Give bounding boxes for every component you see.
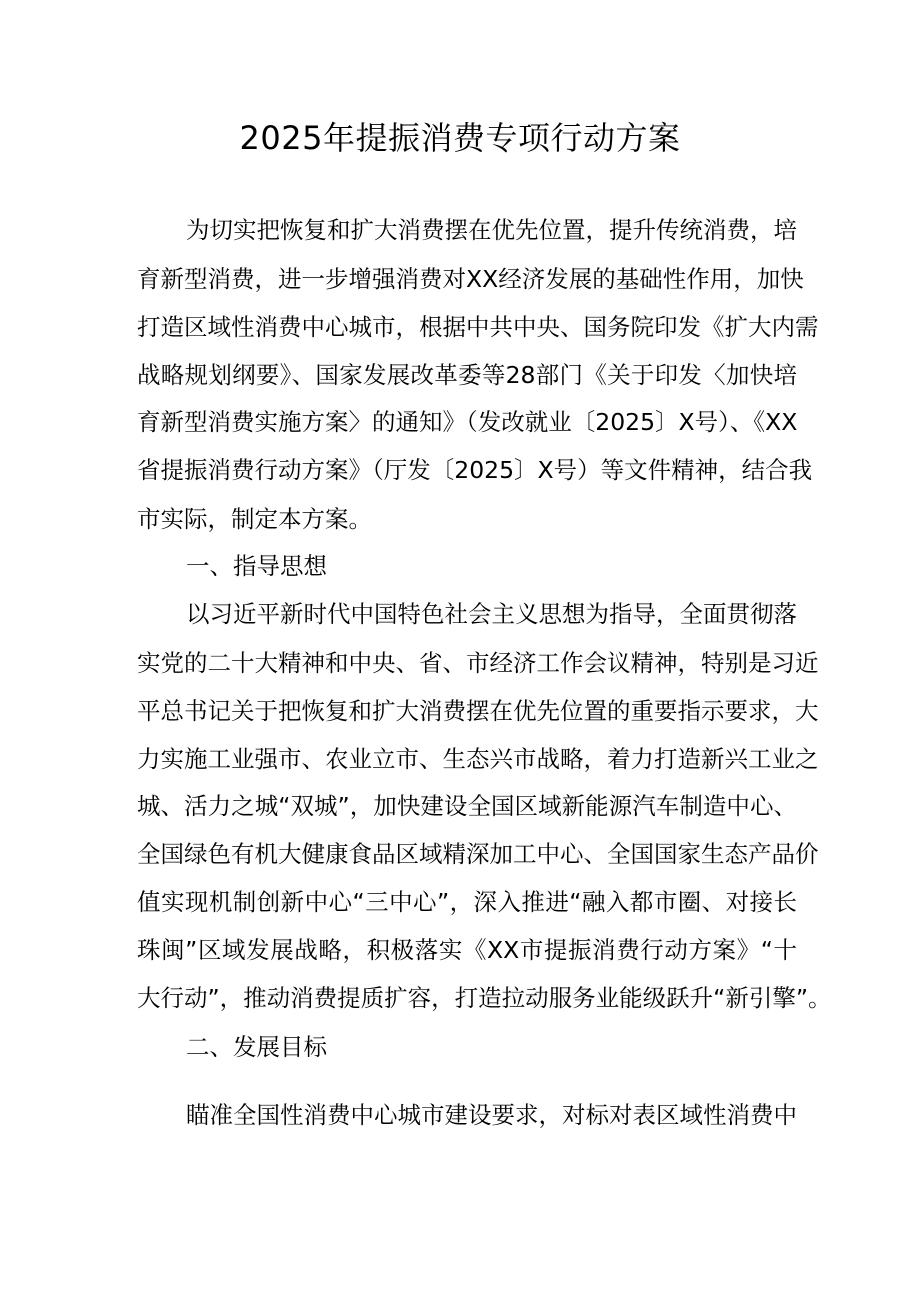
paragraph-1-line-7: 市实际，制定本方案。 [137,505,372,533]
section-heading-1: 一、指导思想 [186,552,327,580]
paragraph-1-line-2: 育新型消费，进一步增强消费对XX经济发展的基础性作用，加快 [137,265,804,293]
paragraph-3-line-1: 瞄准全国性消费中心城市建设要求，对标对表区域性消费中 [186,1101,797,1129]
paragraph-1-line-6: 省提振消费行动方案》（厅发〔2025〕X号）等文件精神，结合我 [137,456,813,484]
paragraph-1-line-5: 育新型消费实施方案〉的通知》（发改就业〔2025〕X号）、《XX [137,408,798,436]
paragraph-2-line-5: 城、活力之城“双城”，加快建设全国区域新能源汽车制造中心、 [137,792,797,820]
paragraph-1-line-1: 为切实把恢复和扩大消费摆在优先位置，提升传统消费，培 [186,216,797,244]
paragraph-2-line-6: 全国绿色有机大健康食品区域精深加工中心、全国国家生态产品价 [137,840,819,868]
section-heading-2: 二、发展目标 [186,1033,327,1061]
document-title: 2025年提振消费专项行动方案 [239,119,681,157]
paragraph-2-line-2: 实党的二十大精神和中央、省、市经济工作会议精神，特别是习近 [137,649,819,677]
paragraph-1-line-4: 战略规划纲要》、国家发展改革委等28部门《关于印发〈加快培 [137,361,797,389]
paragraph-2-line-7: 值实现机制创新中心“三中心”，深入推进“融入都市圈、对接长 [137,888,797,916]
paragraph-2-line-9: 大行动”，推动消费提质扩容，打造拉动服务业能级跃升“新引擎”。 [137,984,832,1012]
paragraph-2-line-8: 珠闽”区域发展战略，积极落实《XX市提振消费行动方案》“十 [137,936,797,964]
paragraph-2-line-4: 力实施工业强市、农业立市、生态兴市战略，着力打造新兴工业之 [137,745,819,773]
paragraph-2-line-1: 以习近平新时代中国特色社会主义思想为指导，全面贯彻落 [186,600,797,628]
paragraph-2-line-3: 平总书记关于把恢复和扩大消费摆在优先位置的重要指示要求，大 [137,697,819,725]
paragraph-1-line-3: 打造区域性消费中心城市，根据中共中央、国务院印发《扩大内需 [137,313,819,341]
